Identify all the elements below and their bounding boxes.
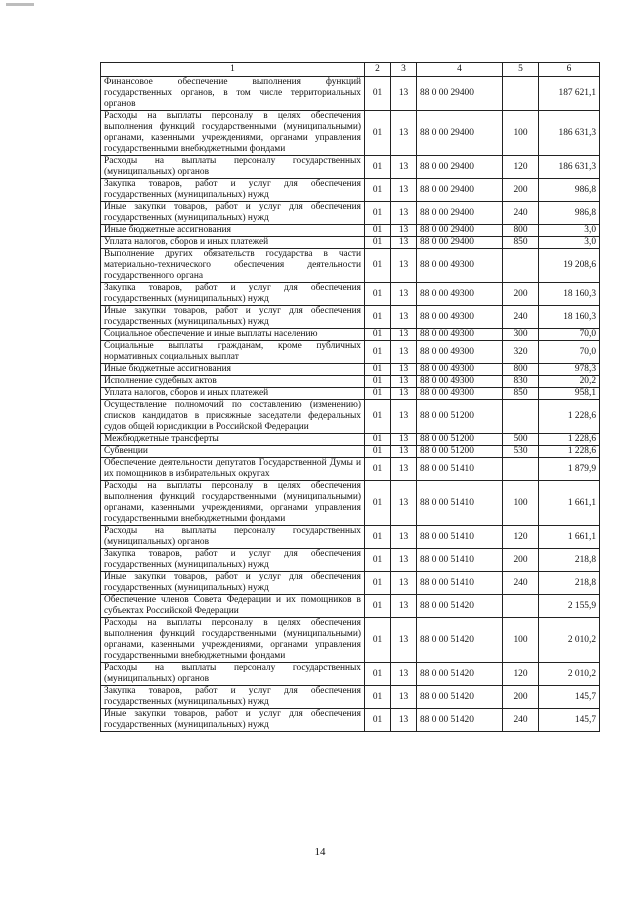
target-article-code: 88 0 00 29400 xyxy=(417,237,503,249)
target-article-code: 88 0 00 51410 xyxy=(417,458,503,481)
amount: 1 228,6 xyxy=(539,400,600,434)
target-article-code: 88 0 00 51200 xyxy=(417,446,503,458)
target-article-code: 88 0 00 51420 xyxy=(417,595,503,618)
amount: 145,7 xyxy=(539,709,600,732)
subsection-code: 13 xyxy=(391,77,417,111)
expense-name: Иные закупки товаров, работ и услуг для обеспечения государственных (муниципальных) нужд xyxy=(101,572,365,595)
section-code: 01 xyxy=(365,458,391,481)
subsection-code: 13 xyxy=(391,481,417,526)
expense-name: Иные закупки товаров, работ и услуг для обеспечения государственных (муниципальных) нужд xyxy=(101,202,365,225)
expense-name: Исполнение судебных актов xyxy=(101,376,365,388)
table-header xyxy=(101,63,600,77)
expense-name: Расходы на выплаты персоналу государственных (муниципальных) органов xyxy=(101,663,365,686)
section-code: 01 xyxy=(365,526,391,549)
scan-mark xyxy=(6,3,34,6)
expense-type-code: 200 xyxy=(503,686,539,709)
table-row xyxy=(101,618,600,663)
expense-type-code: 120 xyxy=(503,663,539,686)
amount: 1 228,6 xyxy=(539,446,600,458)
amount: 145,7 xyxy=(539,686,600,709)
expense-name: Расходы на выплаты персоналу в целях обеспечения выполнения функций государственными (муниципальными) органами, казенными учреждениями, органами управления государственными внебюджетными фондами xyxy=(101,111,365,156)
expense-type-code: 200 xyxy=(503,283,539,306)
amount: 1 879,9 xyxy=(539,458,600,481)
section-code: 01 xyxy=(365,249,391,283)
target-article-code: 88 0 00 49300 xyxy=(417,283,503,306)
expense-type-code: 500 xyxy=(503,434,539,446)
header-cell-3: 3 xyxy=(391,63,417,77)
section-code: 01 xyxy=(365,595,391,618)
target-article-code: 88 0 00 51200 xyxy=(417,434,503,446)
amount: 18 160,3 xyxy=(539,283,600,306)
amount: 186 631,3 xyxy=(539,111,600,156)
target-article-code: 88 0 00 49300 xyxy=(417,249,503,283)
table-row xyxy=(101,663,600,686)
subsection-code: 13 xyxy=(391,446,417,458)
amount: 1 228,6 xyxy=(539,434,600,446)
section-code: 01 xyxy=(365,179,391,202)
table-row xyxy=(101,156,600,179)
expense-name: Социальные выплаты гражданам, кроме публичных нормативных социальных выплат xyxy=(101,341,365,364)
expense-name: Выполнение других обязательств государства в части материально-технического обеспечения деятельности государственного органа xyxy=(101,249,365,283)
expense-type-code: 240 xyxy=(503,306,539,329)
table-body xyxy=(101,77,600,732)
expense-type-code xyxy=(503,458,539,481)
table-row xyxy=(101,237,600,249)
table-row xyxy=(101,686,600,709)
expense-name: Расходы на выплаты персоналу в целях обеспечения выполнения функций государственными (муниципальными) органами, казенными учреждениями, органами управления государственными внебюджетными фондами xyxy=(101,481,365,526)
table-row xyxy=(101,434,600,446)
subsection-code: 13 xyxy=(391,249,417,283)
expense-type-code xyxy=(503,400,539,434)
target-article-code: 88 0 00 29400 xyxy=(417,202,503,225)
table-row xyxy=(101,400,600,434)
section-code: 01 xyxy=(365,202,391,225)
subsection-code: 13 xyxy=(391,400,417,434)
target-article-code: 88 0 00 49300 xyxy=(417,306,503,329)
section-code: 01 xyxy=(365,225,391,237)
subsection-code: 13 xyxy=(391,434,417,446)
expense-name: Расходы на выплаты персоналу государственных (муниципальных) органов xyxy=(101,526,365,549)
expense-type-code: 100 xyxy=(503,111,539,156)
expense-name: Иные закупки товаров, работ и услуг для обеспечения государственных (муниципальных) нужд xyxy=(101,709,365,732)
expense-name: Субвенции xyxy=(101,446,365,458)
section-code: 01 xyxy=(365,341,391,364)
amount: 986,8 xyxy=(539,202,600,225)
table-row xyxy=(101,249,600,283)
target-article-code: 88 0 00 29400 xyxy=(417,179,503,202)
table-row xyxy=(101,341,600,364)
expense-name: Иные закупки товаров, работ и услуг для обеспечения государственных (муниципальных) нужд xyxy=(101,306,365,329)
amount: 2 010,2 xyxy=(539,618,600,663)
amount: 218,8 xyxy=(539,572,600,595)
target-article-code: 88 0 00 29400 xyxy=(417,111,503,156)
subsection-code: 13 xyxy=(391,111,417,156)
expense-type-code: 240 xyxy=(503,572,539,595)
section-code: 01 xyxy=(365,481,391,526)
amount: 1 661,1 xyxy=(539,526,600,549)
table-row xyxy=(101,77,600,111)
subsection-code: 13 xyxy=(391,225,417,237)
page-number: 14 xyxy=(314,846,326,858)
amount: 187 621,1 xyxy=(539,77,600,111)
table-row xyxy=(101,709,600,732)
section-code: 01 xyxy=(365,618,391,663)
expense-type-code xyxy=(503,77,539,111)
subsection-code: 13 xyxy=(391,341,417,364)
expense-type-code: 800 xyxy=(503,364,539,376)
section-code: 01 xyxy=(365,329,391,341)
expense-name: Закупка товаров, работ и услуг для обеспечения государственных (муниципальных) нужд xyxy=(101,283,365,306)
header-cell-2: 2 xyxy=(365,63,391,77)
table-row xyxy=(101,388,600,400)
target-article-code: 88 0 00 49300 xyxy=(417,364,503,376)
header-cell-1: 1 xyxy=(101,63,365,77)
target-article-code: 88 0 00 51420 xyxy=(417,709,503,732)
subsection-code: 13 xyxy=(391,572,417,595)
budget-table xyxy=(100,62,600,732)
expense-name: Иные бюджетные ассигнования xyxy=(101,364,365,376)
target-article-code: 88 0 00 51410 xyxy=(417,549,503,572)
amount: 20,2 xyxy=(539,376,600,388)
section-code: 01 xyxy=(365,686,391,709)
section-code: 01 xyxy=(365,549,391,572)
subsection-code: 13 xyxy=(391,686,417,709)
expense-name: Социальное обеспечение и иные выплаты населению xyxy=(101,329,365,341)
expense-name: Межбюджетные трансферты xyxy=(101,434,365,446)
table-row xyxy=(101,179,600,202)
section-code: 01 xyxy=(365,709,391,732)
subsection-code: 13 xyxy=(391,663,417,686)
table-row xyxy=(101,376,600,388)
amount: 2 155,9 xyxy=(539,595,600,618)
expense-name: Закупка товаров, работ и услуг для обеспечения государственных (муниципальных) нужд xyxy=(101,179,365,202)
target-article-code: 88 0 00 29400 xyxy=(417,156,503,179)
subsection-code: 13 xyxy=(391,618,417,663)
amount: 2 010,2 xyxy=(539,663,600,686)
amount: 70,0 xyxy=(539,329,600,341)
subsection-code: 13 xyxy=(391,237,417,249)
section-code: 01 xyxy=(365,77,391,111)
table-row xyxy=(101,572,600,595)
expense-type-code: 100 xyxy=(503,618,539,663)
subsection-code: 13 xyxy=(391,709,417,732)
table-row xyxy=(101,306,600,329)
expense-type-code: 120 xyxy=(503,156,539,179)
expense-type-code: 120 xyxy=(503,526,539,549)
amount: 978,3 xyxy=(539,364,600,376)
target-article-code: 88 0 00 51410 xyxy=(417,526,503,549)
expense-name: Обеспечение деятельности депутатов Государственной Думы и их помощников в избирательных округах xyxy=(101,458,365,481)
table-row xyxy=(101,225,600,237)
expense-name: Финансовое обеспечение выполнения функций государственных органов, в том числе территориальных органов xyxy=(101,77,365,111)
expense-type-code: 850 xyxy=(503,388,539,400)
subsection-code: 13 xyxy=(391,156,417,179)
section-code: 01 xyxy=(365,376,391,388)
target-article-code: 88 0 00 51410 xyxy=(417,481,503,526)
expense-type-code: 200 xyxy=(503,549,539,572)
section-code: 01 xyxy=(365,388,391,400)
header-row xyxy=(101,63,600,77)
expense-name: Обеспечение членов Совета Федерации и их помощников в субъектах Российской Федерации xyxy=(101,595,365,618)
amount: 958,1 xyxy=(539,388,600,400)
expense-name: Уплата налогов, сборов и иных платежей xyxy=(101,388,365,400)
amount: 186 631,3 xyxy=(539,156,600,179)
expense-name: Уплата налогов, сборов и иных платежей xyxy=(101,237,365,249)
subsection-code: 13 xyxy=(391,458,417,481)
subsection-code: 13 xyxy=(391,283,417,306)
section-code: 01 xyxy=(365,364,391,376)
target-article-code: 88 0 00 29400 xyxy=(417,225,503,237)
table-row xyxy=(101,549,600,572)
subsection-code: 13 xyxy=(391,376,417,388)
section-code: 01 xyxy=(365,572,391,595)
table-row xyxy=(101,202,600,225)
header-cell-4: 4 xyxy=(417,63,503,77)
subsection-code: 13 xyxy=(391,306,417,329)
subsection-code: 13 xyxy=(391,388,417,400)
target-article-code: 88 0 00 51420 xyxy=(417,663,503,686)
table-row xyxy=(101,446,600,458)
target-article-code: 88 0 00 51420 xyxy=(417,686,503,709)
target-article-code: 88 0 00 49300 xyxy=(417,376,503,388)
section-code: 01 xyxy=(365,283,391,306)
section-code: 01 xyxy=(365,663,391,686)
subsection-code: 13 xyxy=(391,526,417,549)
expense-name: Расходы на выплаты персоналу государственных (муниципальных) органов xyxy=(101,156,365,179)
subsection-code: 13 xyxy=(391,202,417,225)
table-row xyxy=(101,481,600,526)
expense-name: Закупка товаров, работ и услуг для обеспечения государственных (муниципальных) нужд xyxy=(101,549,365,572)
subsection-code: 13 xyxy=(391,364,417,376)
table-row xyxy=(101,458,600,481)
header-cell-5: 5 xyxy=(503,63,539,77)
subsection-code: 13 xyxy=(391,179,417,202)
expense-type-code: 830 xyxy=(503,376,539,388)
expense-type-code: 850 xyxy=(503,237,539,249)
expense-type-code: 240 xyxy=(503,202,539,225)
section-code: 01 xyxy=(365,156,391,179)
target-article-code: 88 0 00 49300 xyxy=(417,341,503,364)
table-row xyxy=(101,111,600,156)
expense-type-code: 530 xyxy=(503,446,539,458)
amount: 70,0 xyxy=(539,341,600,364)
expense-type-code xyxy=(503,249,539,283)
section-code: 01 xyxy=(365,237,391,249)
table-row xyxy=(101,329,600,341)
section-code: 01 xyxy=(365,434,391,446)
table-row xyxy=(101,364,600,376)
expense-type-code xyxy=(503,595,539,618)
table-row xyxy=(101,595,600,618)
target-article-code: 88 0 00 49300 xyxy=(417,388,503,400)
amount: 18 160,3 xyxy=(539,306,600,329)
expense-type-code: 300 xyxy=(503,329,539,341)
section-code: 01 xyxy=(365,400,391,434)
target-article-code: 88 0 00 51200 xyxy=(417,400,503,434)
expense-name: Осуществление полномочий по составлению (изменению) списков кандидатов в присяжные заседатели федеральных судов общей юрисдикции в Российской Федерации xyxy=(101,400,365,434)
amount: 3,0 xyxy=(539,225,600,237)
table-row xyxy=(101,526,600,549)
amount: 986,8 xyxy=(539,179,600,202)
section-code: 01 xyxy=(365,306,391,329)
expense-type-code: 100 xyxy=(503,481,539,526)
expense-type-code: 320 xyxy=(503,341,539,364)
target-article-code: 88 0 00 29400 xyxy=(417,77,503,111)
amount: 218,8 xyxy=(539,549,600,572)
subsection-code: 13 xyxy=(391,329,417,341)
expense-name: Закупка товаров, работ и услуг для обеспечения государственных (муниципальных) нужд xyxy=(101,686,365,709)
amount: 19 208,6 xyxy=(539,249,600,283)
section-code: 01 xyxy=(365,446,391,458)
target-article-code: 88 0 00 51410 xyxy=(417,572,503,595)
header-cell-6: 6 xyxy=(539,63,600,77)
expense-type-code: 200 xyxy=(503,179,539,202)
table-row xyxy=(101,283,600,306)
amount: 3,0 xyxy=(539,237,600,249)
target-article-code: 88 0 00 49300 xyxy=(417,329,503,341)
amount: 1 661,1 xyxy=(539,481,600,526)
expense-type-code: 240 xyxy=(503,709,539,732)
subsection-code: 13 xyxy=(391,549,417,572)
section-code: 01 xyxy=(365,111,391,156)
target-article-code: 88 0 00 51420 xyxy=(417,618,503,663)
expense-name: Иные бюджетные ассигнования xyxy=(101,225,365,237)
subsection-code: 13 xyxy=(391,595,417,618)
expense-name: Расходы на выплаты персоналу в целях обеспечения выполнения функций государственными (муниципальными) органами, казенными учреждениями, органами управления государственными внебюджетными фондами xyxy=(101,618,365,663)
expense-type-code: 800 xyxy=(503,225,539,237)
